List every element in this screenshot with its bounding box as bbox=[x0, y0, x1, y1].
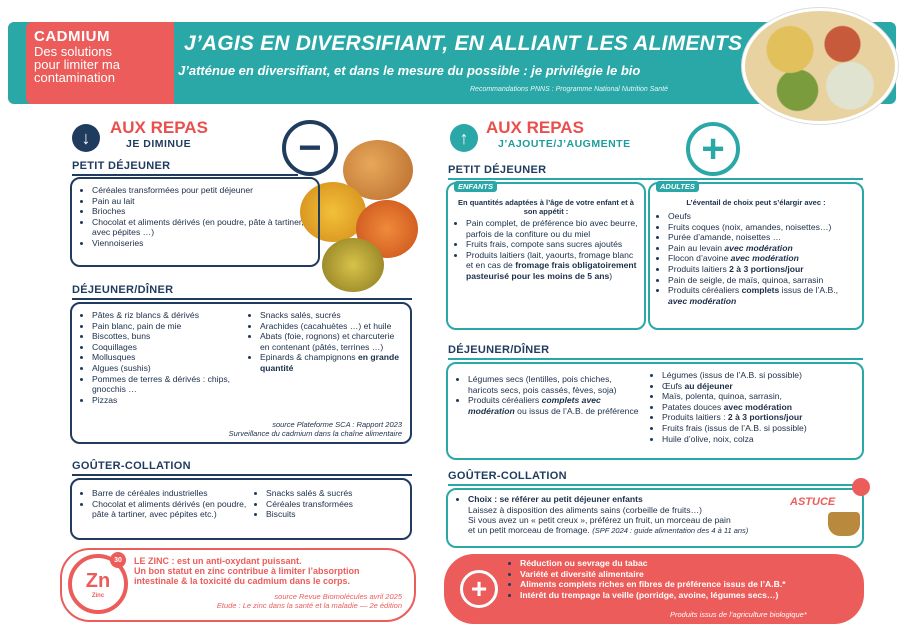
left-lunch-list-1 bbox=[80, 310, 246, 405]
badge-line3: contamination bbox=[34, 70, 115, 85]
kids-box bbox=[446, 182, 646, 330]
text-part: Œufs bbox=[662, 380, 685, 391]
list-item: • Huile d’olive, noix, colza bbox=[662, 434, 860, 445]
right-section-title: AUX REPAS bbox=[486, 118, 584, 137]
source-line1: source Plateforme SCA : Rapport 2023 bbox=[272, 420, 402, 429]
zinc-source2: Etude : Le zinc dans la santé et la maladie — 2e édition bbox=[216, 601, 402, 610]
list-item: • Fruits frais (issus de l’A.B. si possible) bbox=[662, 423, 860, 434]
text-bold: au déjeuner bbox=[684, 380, 733, 391]
text-bold: complets avec modération bbox=[468, 395, 601, 416]
list-item: • Arachides (cacahuètes …) et huile bbox=[260, 321, 404, 332]
page-title: J’AGIS EN DIVERSIFIANT, EN ALLIANT LES ALIMENTS bbox=[184, 32, 743, 55]
text-bold: avec modération bbox=[730, 253, 799, 264]
left-lunch-box bbox=[70, 302, 412, 444]
left-snack-box bbox=[70, 478, 412, 540]
list-item: • Intérêt du trempage la veille (porridge, avoine, légumes secs…) bbox=[520, 590, 858, 601]
snack-line3: et un petit morceau de fromage. bbox=[468, 525, 590, 536]
kids-list bbox=[454, 218, 638, 282]
text-part: ou issus de l’A.B. de préférence bbox=[514, 405, 639, 416]
text-bold: avec modération bbox=[723, 401, 792, 412]
text-bold: 2 à 3 portions/jour bbox=[729, 263, 804, 274]
list-item: • Biscottes, buns bbox=[92, 331, 246, 342]
fruit-basket-image bbox=[828, 512, 860, 536]
snack-line2: Si vous avez un « petit creux », préférez un fruit, un morceau de pain bbox=[468, 515, 731, 525]
right-lunch-box bbox=[446, 362, 864, 460]
list-item: • Pain de seigle, de maïs, quinoa, sarrasin bbox=[668, 275, 856, 286]
list-item bbox=[668, 253, 856, 264]
zinc-number: 30 bbox=[110, 552, 126, 568]
list-item: • Coquillages bbox=[92, 342, 246, 353]
list-item: • Chocolat et aliments dérivés (en poudre, pâte à tartiner, avec pépites …) bbox=[92, 217, 310, 238]
badge-line2: pour limiter ma bbox=[34, 57, 120, 72]
list-item: • Pain complet, de préférence bio avec beurre, parfois de la confiture ou du miel bbox=[466, 218, 638, 239]
text-part: Produits céréaliers bbox=[468, 395, 542, 406]
list-item: • Fruits coques (noix, amandes, noisettes…) bbox=[668, 222, 856, 233]
arrow-up-icon: ↑ bbox=[450, 124, 478, 152]
zinc-line3: intestinale & la toxicité du cadmium dans le corps. bbox=[134, 576, 351, 586]
list-item: • Céréales transformées pour petit déjeuner bbox=[92, 185, 310, 196]
list-item: • Chocolat et aliments dérivés (en poudre, pâte à tartiner, avec pépites etc.) bbox=[92, 499, 252, 520]
text-part: Patates douces bbox=[662, 401, 724, 412]
list-item: • Céréales transformées bbox=[266, 499, 404, 510]
list-item bbox=[668, 243, 856, 254]
zinc-source1: source Revue Biomolécules avril 2025 bbox=[274, 592, 402, 601]
text-part: Pain au levain bbox=[668, 242, 725, 253]
left-breakfast-heading: PETIT DÉJEUNER bbox=[72, 160, 171, 172]
list-item: • Légumes (issus de l’A.B. si possible) bbox=[662, 370, 860, 381]
list-item bbox=[668, 264, 856, 275]
right-lunch-list-1 bbox=[456, 374, 640, 416]
badge-line1: Des solutions bbox=[34, 44, 113, 59]
snack-source: (SPF 2024 : guide alimentation des 4 à 11 ans) bbox=[592, 526, 749, 536]
text-part: Produits laitiers (lait, yaourts, fromage blanc et en cas de bbox=[466, 249, 634, 271]
right-breakfast-heading: PETIT DÉJEUNER bbox=[448, 164, 547, 176]
text-part: Produits laitiers bbox=[668, 263, 730, 274]
text-bold: avec modération bbox=[668, 295, 737, 306]
left-snack-rule bbox=[72, 474, 412, 476]
list-item: • Fruits frais, compote sans sucres ajoutés bbox=[466, 239, 638, 250]
source-line2: Surveillance du cadmium dans la chaîne alimentaire bbox=[228, 429, 402, 438]
right-breakfast-rule bbox=[448, 178, 863, 180]
right-lunch-heading: DÉJEUNER/DÎNER bbox=[448, 344, 550, 356]
list-item: • Pizzas bbox=[92, 395, 246, 406]
list-item: • Brioches bbox=[92, 206, 310, 217]
adults-tag: ADULTES bbox=[656, 181, 699, 192]
list-item: • Réduction ou sevrage du tabac bbox=[520, 558, 858, 569]
right-section-subtitle: J’AJOUTE/J’AUGMENTE bbox=[498, 138, 631, 150]
list-item: • Légumes secs (lentilles, pois chiches, haricots secs, pois cassés, fèves, soja) bbox=[468, 374, 640, 395]
list-item: • Biscuits bbox=[266, 509, 404, 520]
list-item: • Choix : se référer au petit déjeuner enfants bbox=[468, 494, 854, 505]
text-part: Produits laitiers : bbox=[662, 412, 728, 423]
kids-tag: ENFANTS bbox=[454, 181, 497, 192]
kids-intro: En quantités adaptées à l’âge de votre enfant et à son appétit : bbox=[458, 198, 634, 216]
left-section-subtitle: JE DIMINUE bbox=[126, 138, 192, 150]
left-lunch-list-2 bbox=[248, 310, 404, 374]
zinc-line2: Un bon statut en zinc contribue à limiter l’absorption bbox=[134, 566, 360, 576]
adults-intro: L’éventail de choix peut s’élargir avec : bbox=[686, 198, 826, 207]
left-breakfast-list bbox=[80, 185, 310, 249]
right-snack-heading: GOÛTER-COLLATION bbox=[448, 470, 567, 482]
astuce-label: ASTUCE bbox=[790, 496, 836, 508]
text-bold: complets bbox=[741, 285, 780, 296]
text-bold: avec modération bbox=[724, 242, 793, 253]
left-snack-heading: GOÛTER-COLLATION bbox=[72, 460, 191, 472]
text-part: Produits céréaliers bbox=[668, 285, 742, 296]
left-breakfast-rule bbox=[72, 174, 298, 176]
zinc-name: Zinc bbox=[91, 592, 105, 599]
text-bold: en grande quantité bbox=[260, 352, 400, 373]
list-item bbox=[466, 250, 638, 282]
list-item: • Purée d’amande, noisettes … bbox=[668, 232, 856, 243]
list-item: • Variété et diversité alimentaire bbox=[520, 569, 858, 580]
left-snack-list-1 bbox=[80, 488, 252, 520]
right-lunch-list-2 bbox=[650, 370, 860, 444]
minus-icon bbox=[282, 120, 338, 176]
list-item bbox=[662, 381, 860, 392]
arrow-down-icon: ↓ bbox=[72, 124, 100, 152]
list-item: • Pain au lait bbox=[92, 196, 310, 207]
zinc-line1: LE ZINC : est un anti-oxydant puissant. bbox=[134, 556, 302, 566]
list-item: • Snacks salés, sucrés bbox=[260, 310, 404, 321]
cadmium-badge bbox=[26, 22, 174, 104]
list-item: • Abats (foie, rognons) et charcuterie en contenant (pâtés, terrines …) bbox=[260, 331, 404, 352]
left-breakfast-box bbox=[70, 177, 320, 267]
list-item: • Snacks salés & sucrés bbox=[266, 488, 404, 499]
plus-glyph: + bbox=[701, 126, 725, 171]
list-item: • Barre de céréales industrielles bbox=[92, 488, 252, 499]
tips-plus-glyph: + bbox=[470, 573, 488, 604]
text-part: ) bbox=[609, 270, 613, 281]
text-bold: 2 à 3 portions/jour bbox=[727, 412, 803, 423]
tips-footnote: Produits issus de l’agriculture biologique* bbox=[670, 610, 807, 619]
header-note: Recommandations PNNS : Programme National Nutrition Santé bbox=[470, 86, 669, 93]
text-part: Epinards & champignons bbox=[260, 352, 358, 363]
list-item bbox=[260, 352, 404, 373]
left-snack-list-2 bbox=[254, 488, 404, 520]
list-item: • Pain blanc, pain de mie bbox=[92, 321, 246, 332]
list-item: • Pâtes & riz blancs & dérivés bbox=[92, 310, 246, 321]
list-item: • Mollusques bbox=[92, 352, 246, 363]
left-lunch-heading: DÉJEUNER/DÎNER bbox=[72, 284, 174, 296]
list-item bbox=[662, 402, 860, 413]
food-plate-image bbox=[742, 8, 898, 124]
list-item: • Oeufs bbox=[668, 211, 856, 222]
list-item: • Pommes de terres & dérivés : chips, gnocchis … bbox=[92, 374, 246, 395]
list-item bbox=[662, 412, 860, 423]
list-item: • Aliments complets riches en fibres de préférence issus de l’A.B.* bbox=[520, 579, 858, 590]
zinc-symbol: Zn bbox=[85, 569, 111, 592]
text-part: issus de l’A.B., bbox=[779, 285, 839, 296]
right-snack-rule bbox=[448, 484, 863, 486]
left-lunch-rule bbox=[72, 298, 412, 300]
list-item bbox=[668, 285, 856, 306]
plus-circle-icon bbox=[460, 570, 498, 608]
potatoes-image bbox=[322, 238, 384, 292]
list-item bbox=[468, 395, 640, 416]
plus-icon bbox=[686, 122, 740, 176]
tips-list bbox=[508, 558, 858, 600]
list-item: • Maïs, polenta, quinoa, sarrasin, bbox=[662, 391, 860, 402]
adults-list bbox=[656, 211, 856, 306]
page-subtitle: J’atténue en diversifiant, et dans le mesure du possible : je privilégie le bio bbox=[178, 63, 641, 78]
snack-line1: Laissez à disposition des aliments sains (corbeille de fruits…) bbox=[468, 504, 703, 515]
left-section-title: AUX REPAS bbox=[110, 118, 208, 137]
badge-title: CADMIUM bbox=[34, 28, 110, 45]
minus-glyph: − bbox=[298, 125, 322, 170]
lightbulb-icon bbox=[852, 478, 870, 496]
text-bold: fromage frais obligatoirement pasteurisé pour les moins de 5 ans bbox=[466, 260, 637, 281]
list-item: • Viennoiseries bbox=[92, 238, 310, 249]
list-item: • Algues (sushis) bbox=[92, 363, 246, 374]
right-lunch-rule bbox=[448, 358, 863, 360]
adults-box bbox=[648, 182, 864, 330]
text-part: Flocon d’avoine bbox=[668, 253, 731, 264]
